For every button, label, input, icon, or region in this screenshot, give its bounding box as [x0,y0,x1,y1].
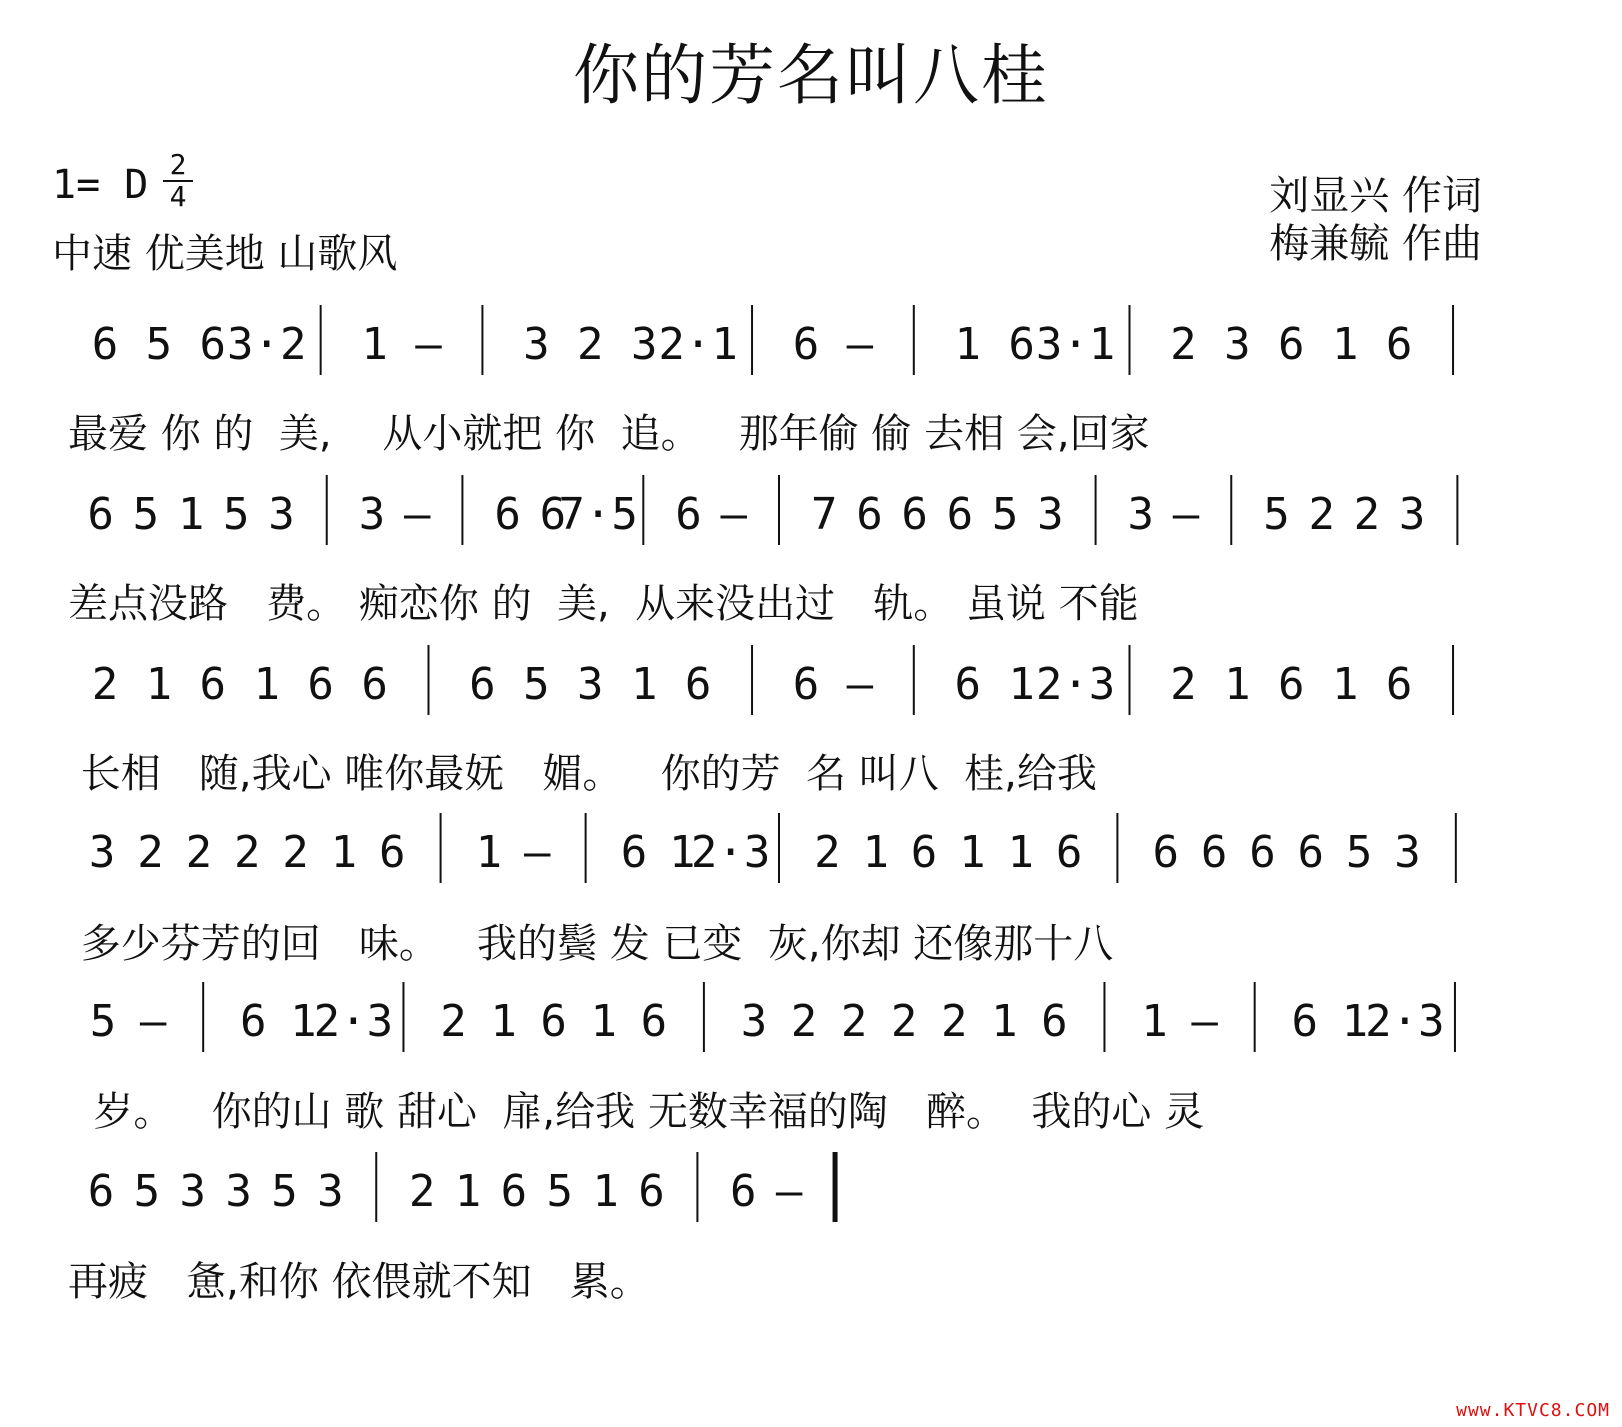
note: 2·3 [690,827,771,878]
note: 2 [1170,319,1197,370]
note: 1 [253,659,280,710]
note: 1 [590,996,617,1047]
note: 1 [290,996,317,1047]
note: 6 [87,1166,115,1217]
note: 2 [137,827,164,878]
note: 6 [1278,319,1305,370]
note: 3·1 [1035,319,1116,370]
note: 6 [946,489,974,540]
note: 1 [177,489,205,540]
note: 1 [475,827,503,878]
note: 2 [1308,489,1335,540]
note: 1 [1008,659,1035,710]
key-signature: 1= D [52,162,149,208]
dash: — [139,996,167,1047]
note: 6 [1278,659,1305,710]
tempo-marking: 中速 优美地 山歌风 [52,231,398,277]
note: 6 [1200,827,1228,878]
note: 6 [540,996,567,1047]
note: 6 [730,1166,757,1217]
dash: — [524,827,551,878]
note: 6 [620,827,648,878]
note: 6 [469,659,496,710]
note: 3 [1394,827,1421,878]
note: 1 [991,996,1018,1047]
note: 6 [792,319,820,370]
note: 2 [840,996,868,1047]
note: 6 [1008,319,1035,370]
note: 6 [684,659,712,710]
note: 3 [317,1166,344,1217]
note: 5 [271,1166,298,1217]
dash: — [846,319,874,370]
note: 1 [490,996,517,1047]
note: 1 [1341,996,1369,1047]
dash: — [1172,489,1200,540]
note: 1 [454,1166,482,1217]
lyric-line-6: 再疲 惫,和你 依偎就不知 累。 [68,1259,650,1305]
note: 2·3 [1365,996,1445,1047]
note: 3 [577,659,604,710]
note: 6 [1041,996,1068,1047]
note: 2 [941,996,968,1047]
note: 6 [378,827,406,878]
note: 6 [910,827,938,878]
note: 1 [1141,996,1168,1047]
note: 3 [1127,489,1155,540]
note: 2 [440,996,467,1047]
note: 3 [88,827,116,878]
note: 6 [1385,319,1413,370]
note: 6 [856,489,883,540]
note: 1 [1331,659,1359,710]
note: 6 [1152,827,1180,878]
note: 2 [890,996,918,1047]
note: 3·2 [226,319,307,370]
note: 5 [523,659,550,710]
song-title: 你的芳名叫八桂 [573,37,1049,114]
note: 6 [539,489,567,540]
note: 3 [179,1166,206,1217]
note: 1 [862,827,889,878]
note: 3 [268,489,295,540]
note: 6 [199,319,227,370]
note: 2·3 [313,996,394,1047]
note: 6 [1291,996,1318,1047]
dash: — [775,1166,803,1217]
note: 3 [358,489,386,540]
dash: — [846,659,874,710]
note: 5 [89,996,117,1047]
note: 1 [954,319,981,370]
note: 3 [225,1166,252,1217]
note: 6 [901,489,928,540]
note: 6 [494,489,521,540]
note: 5 [223,489,250,540]
note: 2 [282,827,309,878]
note: 6 [1249,827,1276,878]
note: 2·1 [658,319,738,370]
note: 3 [630,319,658,370]
note: 6 [638,1166,665,1217]
note: 3 [523,319,550,370]
note: 6 [91,319,119,370]
note: 3 [1398,489,1426,540]
note: 1 [959,827,986,878]
lyricist: 刘显兴 作词 [1269,173,1482,219]
note: 1 [592,1166,619,1217]
note: 2 [1353,489,1381,540]
note: 2 [577,319,604,370]
note: 5 [1345,827,1373,878]
note: 5 [145,319,173,370]
note: 3 [1037,489,1064,540]
note: 5 [132,489,160,540]
note: 1 [330,827,358,878]
note: 7·5 [558,489,638,540]
note: 6 [1297,827,1325,878]
note: 1 [630,659,658,710]
note: 1 [1224,659,1251,710]
note: 6 [675,489,702,540]
note: 6 [1055,827,1083,878]
note: 2·3 [1035,659,1116,710]
note: 1 [1331,319,1359,370]
note: 2 [408,1166,436,1217]
time-numerator: 2 [169,148,187,181]
note: 5 [133,1166,161,1217]
site-watermark: www.KTVC8.COM [1456,1400,1610,1421]
note: 5 [1263,489,1290,540]
note: 1 [1007,827,1034,878]
note: 6 [954,659,981,710]
note: 6 [199,659,227,710]
note: 6 [307,659,334,710]
note: 5 [546,1166,574,1217]
note: 2 [233,827,261,878]
note: 6 [640,996,668,1047]
note: 1 [361,319,388,370]
note: 7 [810,489,838,540]
lyric-line-2: 差点没路 费。 痴恋你 的 美, 从来没出过 轨。 虽说 不能 [68,581,1139,627]
note: 6 [240,996,267,1047]
note: 1 [145,659,173,710]
note: 3 [1224,319,1251,370]
note: 2 [91,659,119,710]
note: 2 [814,827,841,878]
dash: — [1191,996,1218,1047]
note: 6 [1385,659,1413,710]
lyric-line-4: 多少芬芳的回 味。 我的鬓 发 已变 灰,你却 还像那十八 [68,921,1114,967]
time-denominator: 4 [163,180,193,212]
note: 2 [185,827,213,878]
dash: — [403,489,431,540]
note: 6 [87,489,114,540]
note: 5 [991,489,1019,540]
note: 6 [500,1166,528,1217]
composer: 梅兼毓 作曲 [1269,221,1482,267]
note: 1 [669,827,696,878]
dash: — [415,319,442,370]
lyric-line-5: 岁。 你的山 歌 甜心 扉,给我 无数幸福的陶 醉。 我的心 灵 [68,1089,1205,1135]
note: 6 [792,659,820,710]
note: 2 [790,996,818,1047]
note: 6 [361,659,388,710]
lyric-line-1: 最爱 你 的 美, 从小就把 你 追。 那年偷 偷 去相 会,回家 [68,411,1150,457]
dash: — [720,489,748,540]
note: 2 [1170,659,1197,710]
note: 3 [740,996,768,1047]
lyric-line-3: 长相 随,我心 唯你最妩 媚。 你的芳 名 叫八 桂,给我 [68,751,1097,797]
